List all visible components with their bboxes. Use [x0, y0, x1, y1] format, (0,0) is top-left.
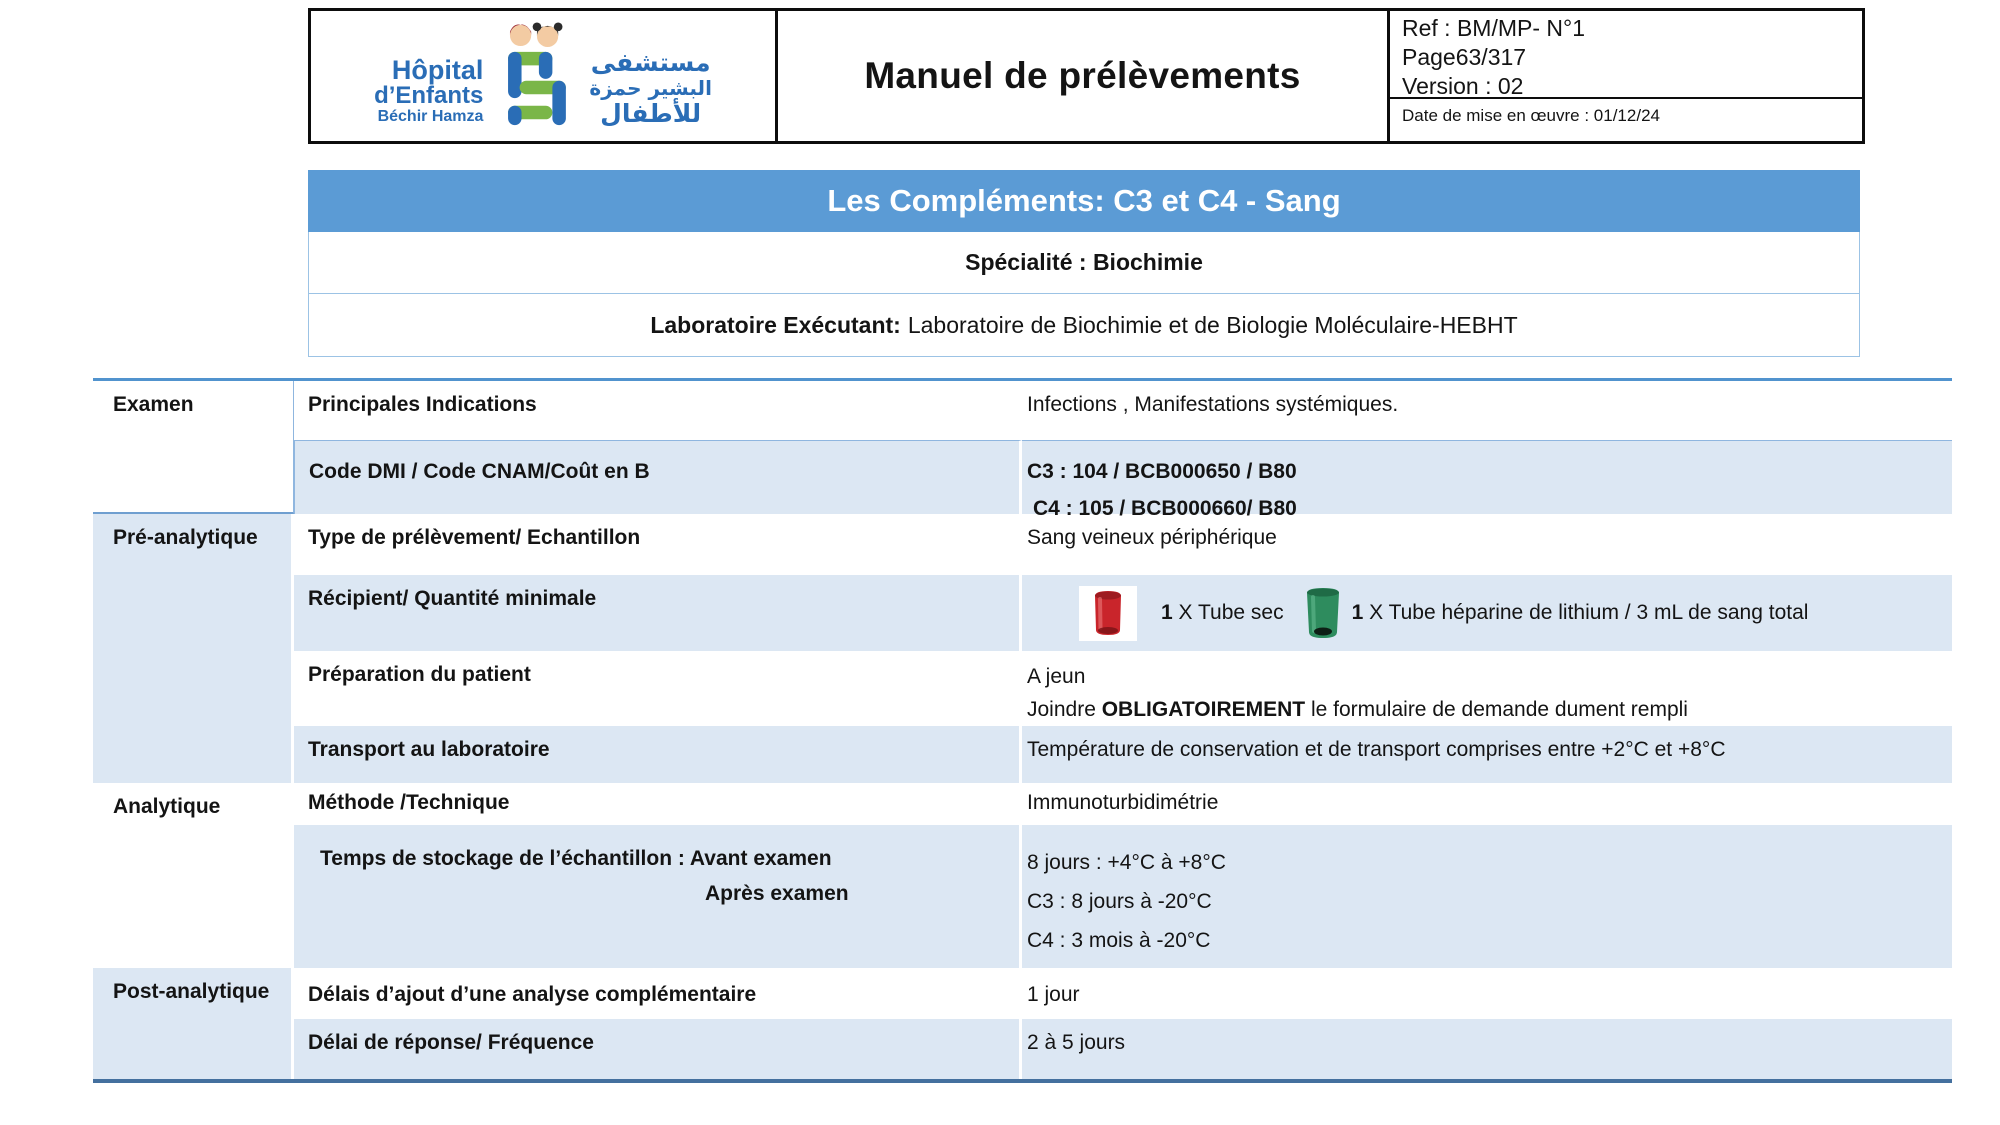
executing-lab-row [308, 294, 1860, 357]
preparation-line-2 [1027, 693, 1952, 726]
section-post-analytique: Post-analytique [93, 968, 294, 1079]
logo-line-2: d’Enfants [374, 81, 484, 109]
stockage-label-line-1: Temps de stockage de l’échantillon : Avant examen [320, 847, 832, 870]
logo-arabic-line-1: مستشفى [590, 48, 711, 78]
tube-heparine-qty: 1 [1351, 601, 1364, 624]
row-value-preparation [1022, 651, 1952, 726]
row-label-preparation: Préparation du patient [294, 651, 1022, 726]
row-label-codes: Code DMI / Code CNAM/Coût en B [294, 440, 1022, 514]
row-label-stockage [294, 825, 1022, 968]
logo-arabic-line-3: للأطفال [600, 98, 702, 128]
hospital-logo [374, 21, 712, 132]
section-pre-analytique: Pré-analytique [93, 514, 294, 783]
row-value-indications: Infections , Manifestations systémiques. [1027, 393, 1399, 416]
preparation-line-1: A jeun [1027, 665, 1086, 688]
green-lithium-heparin-tube-icon [1304, 587, 1342, 639]
row-label-type-prelevement: Type de prélèvement/ Echantillon [294, 514, 1022, 575]
row-label-indications: Principales Indications [294, 381, 1022, 440]
hospital-logo-icon [492, 21, 580, 132]
executing-lab-label: Laboratoire Exécutant: [650, 311, 901, 338]
tube-heparine-label: X Tube héparine de lithium / 3 mL de sang total [1363, 601, 1809, 624]
row-label-methode: Méthode /Technique [294, 783, 1022, 825]
row-value-type-prelevement: Sang veineux périphérique [1027, 526, 1277, 549]
analysis-title: Les Compléments: C3 et C4 - Sang [827, 183, 1341, 218]
preparation-line-2-post: le formulaire de demande dument rempli [1305, 698, 1688, 721]
version-number: Version : 02 [1402, 73, 1524, 99]
reference-cell [1390, 11, 1862, 141]
row-label-recipient: Récipient/ Quantité minimale [294, 575, 1022, 651]
section-analytique: Analytique [93, 783, 294, 968]
document-title: Manuel de prélèvements [864, 55, 1301, 96]
code-c4: C4 : 105 / BCB000660/ B80 [1033, 497, 1297, 520]
stockage-value-line-2: C3 : 8 jours à -20°C [1027, 890, 1212, 913]
row-value-recipient [1022, 575, 1952, 651]
preparation-line-2-pre: Joindre [1027, 698, 1102, 721]
tube-sec-qty: 1 [1161, 601, 1173, 624]
specialty-row [308, 232, 1860, 294]
red-dry-tube-icon [1079, 586, 1137, 641]
tube-heparine-text [1352, 601, 1809, 625]
analysis-title-banner [308, 170, 1860, 232]
row-value-delai-reponse: 2 à 5 jours [1022, 1019, 1952, 1079]
logo-arabic-line-2: البشير حمزة [589, 76, 712, 101]
section-examen: Examen [93, 381, 294, 514]
row-label-delai-reponse: Délai de réponse/ Fréquence [294, 1019, 1022, 1079]
page-number: Page63/317 [1402, 44, 1527, 70]
hospital-name-arabic [589, 49, 712, 131]
reference-number: Ref : BM/MP- N°1 [1402, 15, 1586, 41]
implementation-date: Date de mise en œuvre : 01/12/24 [1402, 106, 1660, 125]
logo-line-1: Hôpital [391, 54, 484, 85]
document-header [308, 8, 1865, 144]
row-value-methode: Immunoturbidimétrie [1027, 791, 1219, 814]
logo-line-3: Béchir Hamza [377, 107, 484, 125]
sampling-info-table [93, 378, 1952, 1083]
reference-block [1390, 11, 1862, 99]
code-c3: C3 : 104 / BCB000650 / B80 [1027, 460, 1297, 483]
tube-sec-label: X Tube sec [1172, 601, 1284, 624]
row-value-transport: Température de conservation et de transport comprises entre +2°C et +8°C [1022, 726, 1952, 783]
row-label-delai-ajout: Délais d’ajout d’une analyse complémentaire [294, 968, 1022, 1019]
hospital-logo-cell [311, 11, 778, 141]
row-value-delai-ajout: 1 jour [1027, 983, 1080, 1006]
document-title-cell [778, 11, 1390, 141]
hospital-name-french [374, 56, 483, 132]
stockage-value-line-1: 8 jours : +4°C à +8°C [1027, 851, 1226, 874]
stockage-value-line-3: C4 : 3 mois à -20°C [1027, 929, 1211, 952]
row-value-codes [1022, 440, 1952, 520]
preparation-line-2-bold: OBLIGATOIREMENT [1101, 698, 1306, 721]
row-value-stockage [1022, 825, 1952, 968]
row-label-transport: Transport au laboratoire [294, 726, 1022, 783]
tube-sec-text [1161, 601, 1284, 625]
specialty-label: Spécialité : Biochimie [965, 249, 1203, 275]
stockage-label-line-2: Après examen [705, 882, 849, 905]
executing-lab-value: Laboratoire de Biochimie et de Biologie Moléculaire-HEBHT [907, 311, 1518, 338]
